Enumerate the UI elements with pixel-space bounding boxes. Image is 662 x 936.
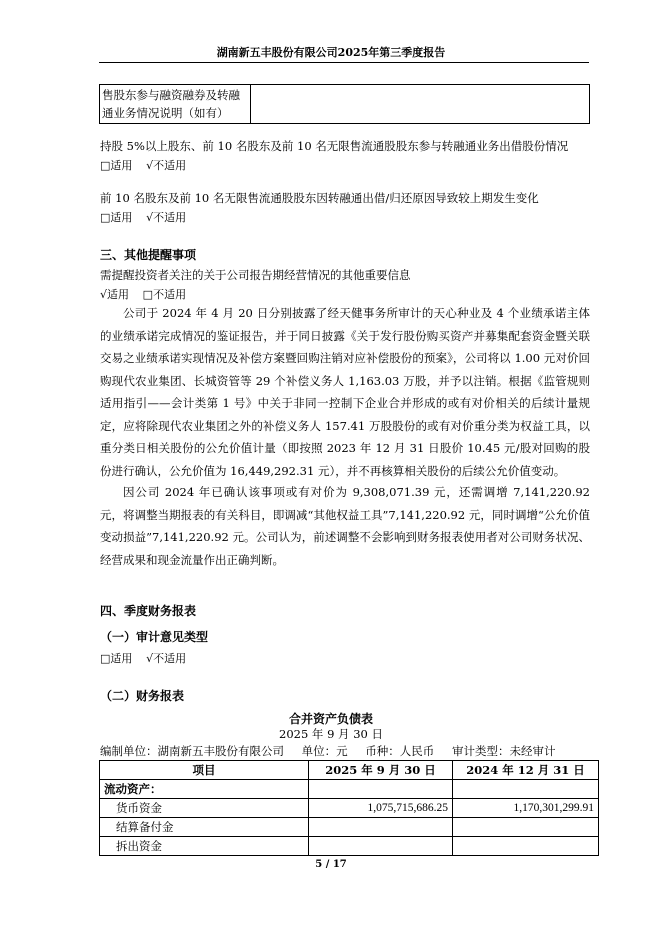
paragraph: 因公司 2024 年已确认该事项或有对价为 9,308,071.39 元，还需调增 7,141,220.92 元，将调整当期报表的有关科目，即调减“其他权益工具”7,141,220.92 元，同时调增“公允价值变动损益”7,141,220.92 元。公司认为，前述调整不会影响到财务报表使用者对公司财务状况、经营成果和现金流量作出正确判断。	[100, 485, 590, 567]
table-row	[100, 799, 599, 818]
option-applicable: □适用	[100, 652, 133, 665]
prior-value-cell	[453, 818, 599, 837]
change-section-title: 前 10 名股东及前 10 名无限售流通股股东因转融通出借/归还原因导致较上期发生变化	[100, 191, 539, 205]
section-heading: 三、其他提醒事项	[100, 248, 197, 262]
current-value-cell	[309, 837, 453, 856]
audit-options	[100, 650, 186, 666]
unit: 单位：元	[301, 744, 348, 758]
balance-sheet-table	[99, 760, 599, 856]
current-value-cell: 1,075,715,686.25	[309, 799, 453, 818]
subsection-heading: （一）审计意见类型	[100, 630, 209, 644]
option-applicable: □适用	[100, 159, 133, 172]
sheet-title: 合并资产负债表	[288, 712, 373, 726]
subsection-heading: （二）财务报表	[100, 689, 185, 703]
header-rule	[99, 62, 589, 63]
table-row	[100, 780, 599, 799]
item-cell: 货币资金	[100, 799, 309, 818]
lending-info-table	[99, 84, 590, 124]
table-cell-label	[100, 85, 251, 124]
table-cell-value	[251, 85, 590, 124]
column-header: 2025 年 9 月 30 日	[309, 761, 453, 780]
cell-line: 通业务情况说明（如有）	[102, 106, 229, 120]
category-cell: 流动资产：	[100, 780, 309, 799]
sheet-meta	[100, 743, 569, 759]
lending-options	[100, 157, 186, 173]
option-applicable: □适用	[100, 211, 133, 224]
table-cell	[453, 780, 599, 799]
page-header: 湖南新五丰股份有限公司2025年第三季度报告	[216, 46, 446, 59]
lending-section-title: 持股 5%以上股东、前 10 名股东及前 10 名无限售流通股股东参与转融通业务出借股份情况	[100, 139, 569, 153]
column-header: 2024 年 12 月 31 日	[453, 761, 599, 780]
paragraph: 公司于 2024 年 4 月 20 日分别披露了经天健事务所审计的天心种业及 4 个业绩承诺主体的业绩承诺完成情况的鉴证报告，并于同日披露《关于发行股份购买资产并募集配套资金暨关联交易之业绩承诺实现情况及补偿方案暨回购注销对应补偿股份的预案》，公司将以 1.00 元对价回购现代农业集团、长城资管等 29 个补偿义务人 1,163.03 万股，并予以注销。根据《监管规则适用指引——会计类第 1 号》中关于非同一控制下企业合并形成的或有对价相关的后续计量规定，应将除现代农业集团之外的补偿义务人 157.41 万股股份的或有对价重分类为权益工具，以重分类日相关股份的公允价值计量（即按照 2023 年 12 月 31 日股价 10.45 元/股对回购的股份进行确认，公允价值为 16,449,292.31 元），并不再核算相关股份的后续公允价值变动。	[100, 306, 590, 478]
prior-value-cell	[453, 837, 599, 856]
option-not-applicable: √不适用	[146, 211, 187, 224]
table-header-row	[100, 761, 599, 780]
table-row	[100, 85, 590, 124]
item-cell: 结算备付金	[100, 818, 309, 837]
page-number: 5 / 17	[315, 859, 347, 870]
option-not-applicable: √不适用	[146, 652, 187, 665]
table-row	[100, 818, 599, 837]
prior-value-cell: 1,170,301,299.91	[453, 799, 599, 818]
section-intro: 需提醒投资者关注的关于公司报告期经营情况的其他重要信息	[100, 268, 411, 282]
currency: 币种：人民币	[365, 744, 435, 758]
column-header: 项目	[100, 761, 309, 780]
table-row	[100, 837, 599, 856]
cell-line: 售股东参与融资融券及转融	[102, 88, 240, 102]
current-value-cell	[309, 818, 453, 837]
sheet-date: 2025 年 9 月 30 日	[279, 727, 383, 741]
option-not-applicable: √不适用	[146, 159, 187, 172]
item-cell: 拆出资金	[100, 837, 309, 856]
audit-type: 审计类型：未经审计	[451, 744, 556, 758]
option-applicable: √适用	[100, 288, 130, 301]
table-cell	[309, 780, 453, 799]
preparer: 编制单位：湖南新五丰股份有限公司	[100, 744, 284, 758]
change-options	[100, 209, 186, 225]
option-not-applicable: □不适用	[142, 288, 187, 301]
sec3-options	[100, 286, 186, 302]
section-heading: 四、季度财务报表	[100, 604, 197, 618]
